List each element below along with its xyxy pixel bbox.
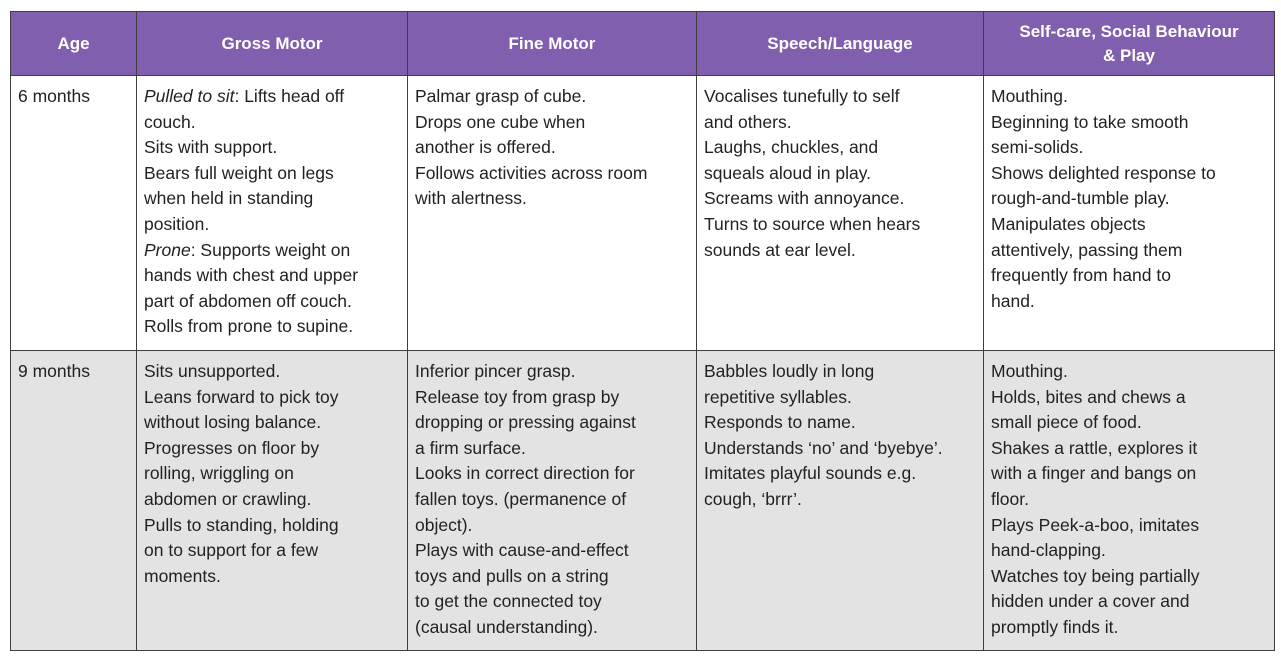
text-line: Rolls from prone to supine. [144, 316, 354, 337]
text-line: abdomen or crawling. [144, 488, 312, 509]
text-line: moments. [144, 565, 221, 586]
text-line: Progresses on floor by [144, 437, 320, 458]
text-line: Manipulates objects [991, 213, 1146, 234]
prone-text: : Supports weight on [190, 239, 351, 260]
text-line: frequently from hand to [991, 265, 1171, 286]
text-line: couch. [144, 111, 196, 132]
text-line: part of abdomen off couch. [144, 290, 352, 311]
header-self-care [984, 12, 1275, 76]
text-line: hands with chest and upper [144, 265, 359, 286]
text-line: Turns to source when hears [704, 213, 921, 234]
table-row [11, 350, 1275, 651]
text-line: hand-clapping. [991, 540, 1106, 561]
text-line: squeals aloud in play. [704, 162, 872, 183]
text-line: Bears full weight on legs [144, 162, 334, 183]
text-line: Release toy from grasp by [415, 386, 620, 407]
text-line: attentively, passing them [991, 239, 1183, 260]
header-speech-language: Speech/Language [697, 12, 984, 76]
text-line: Sits with support. [144, 137, 278, 158]
text-line: Laughs, chuckles, and [704, 137, 879, 158]
text-line: Shakes a rattle, explores it [991, 437, 1198, 458]
text-line [144, 84, 400, 110]
text-line: Responds to name. [704, 412, 856, 433]
text-line: Drops one cube when [415, 111, 586, 132]
text-line: toys and pulls on a string [415, 565, 609, 586]
text-line: Screams with annoyance. [704, 188, 905, 209]
text-line: when held in standing [144, 188, 314, 209]
text-line: small piece of food. [991, 412, 1142, 433]
text-line: rolling, wriggling on [144, 463, 294, 484]
text-line: Plays with cause-and-effect [415, 540, 629, 561]
text-line: floor. [991, 488, 1029, 509]
age-cell: 6 months [11, 76, 137, 351]
text-line: and others. [704, 111, 792, 132]
header-age: Age [11, 12, 137, 76]
header-row [11, 12, 1275, 76]
header-self-care-line-1: Self-care, Social Behaviour [1019, 21, 1239, 41]
text-line: Mouthing. [991, 360, 1068, 381]
text-line: rough-and-tumble play. [991, 188, 1170, 209]
pulled-to-sit-text: : Lifts head off [234, 86, 345, 106]
text-line: Mouthing. [991, 86, 1068, 106]
text-line: Watches toy being partially [991, 565, 1200, 586]
text-line [144, 238, 400, 264]
header-self-care-line-2: & Play [1103, 45, 1155, 65]
text-line: a firm surface. [415, 437, 526, 458]
text-line: Vocalises tunefully to self [704, 86, 900, 106]
text-line: object). [415, 514, 473, 535]
text-line: without losing balance. [144, 412, 322, 433]
text-line: repetitive syllables. [704, 386, 852, 407]
self-care-cell [984, 350, 1275, 651]
text-line: hidden under a cover and [991, 591, 1190, 612]
text-line: Shows delighted response to [991, 162, 1216, 183]
speech-language-cell [697, 350, 984, 651]
header-gross-motor: Gross Motor [137, 12, 408, 76]
text-line: semi-solids. [991, 137, 1084, 158]
text-line: Leans forward to pick toy [144, 386, 339, 407]
text-line: dropping or pressing against [415, 412, 636, 433]
text-line: Looks in correct direction for [415, 463, 635, 484]
text-line: another is offered. [415, 137, 556, 158]
table-row [11, 76, 1275, 351]
text-line: fallen toys. (permanence of [415, 488, 627, 509]
text-line: Palmar grasp of cube. [415, 86, 587, 106]
text-line: cough, ‘brrr’. [704, 488, 802, 509]
text-line: Plays Peek-a-boo, imitates [991, 514, 1200, 535]
fine-motor-cell [408, 350, 697, 651]
pulled-to-sit-label: Pulled to sit [144, 86, 235, 106]
text-line: position. [144, 213, 210, 234]
text-line: Follows activities across room [415, 162, 648, 183]
text-line: Inferior pincer grasp. [415, 360, 576, 381]
milestones-table [10, 11, 1275, 651]
text-line: promptly finds it. [991, 616, 1119, 637]
text-line: Babbles loudly in long [704, 360, 875, 381]
text-line: with a finger and bangs on [991, 463, 1197, 484]
self-care-cell [984, 76, 1275, 351]
text-line: Sits unsupported. [144, 360, 281, 381]
gross-motor-cell [137, 350, 408, 651]
speech-language-cell [697, 76, 984, 351]
text-line: hand. [991, 290, 1035, 311]
header-fine-motor: Fine Motor [408, 12, 697, 76]
text-line: Pulls to standing, holding [144, 514, 339, 535]
text-line: (causal understanding). [415, 616, 598, 637]
text-line: to get the connected toy [415, 591, 602, 612]
text-line: Understands ‘no’ and ‘byebye’. [704, 437, 943, 458]
text-line: with alertness. [415, 188, 527, 209]
text-line: on to support for a few [144, 540, 319, 561]
text-line: Imitates playful sounds e.g. [704, 463, 917, 484]
text-line: Beginning to take smooth [991, 111, 1189, 132]
text-line: sounds at ear level. [704, 239, 856, 260]
fine-motor-cell [408, 76, 697, 351]
text-line: Holds, bites and chews a [991, 386, 1186, 407]
prone-label: Prone [144, 239, 191, 260]
gross-motor-cell [137, 76, 408, 351]
age-cell: 9 months [11, 350, 137, 651]
